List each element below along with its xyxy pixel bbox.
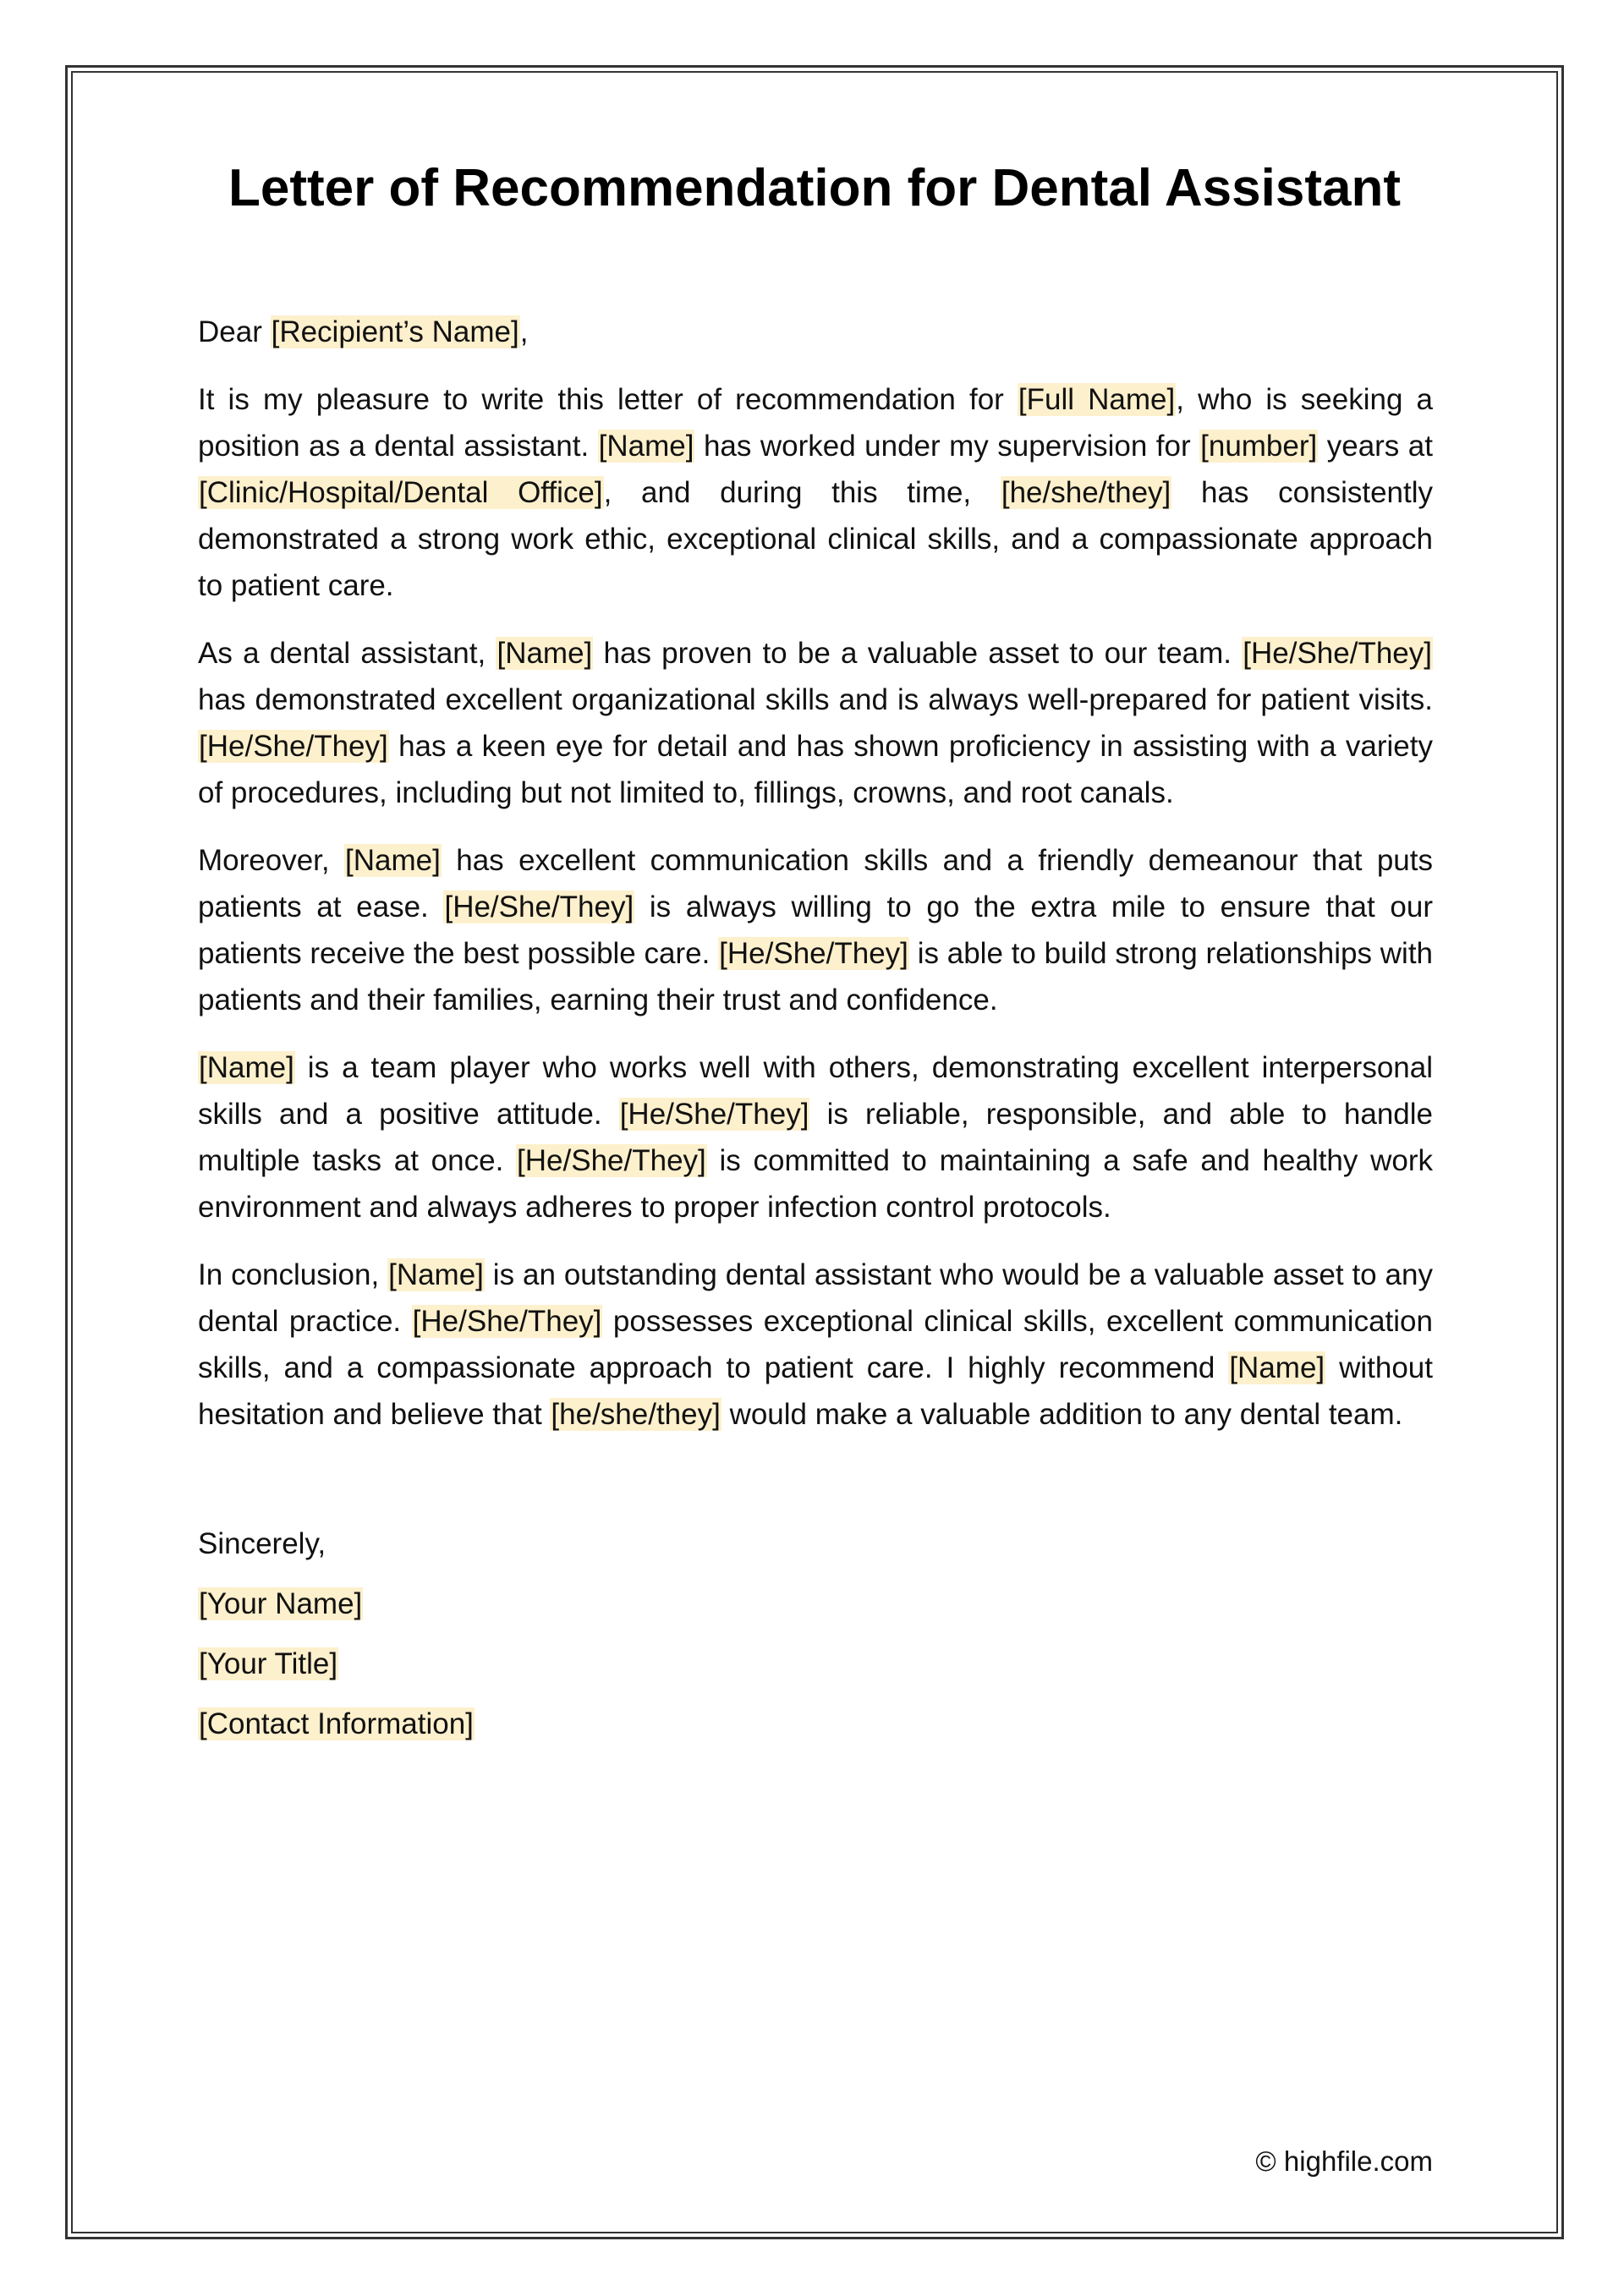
sign-off: Sincerely, bbox=[198, 1527, 326, 1560]
pronoun-placeholder: [He/She/They] bbox=[619, 1098, 809, 1131]
clinic-placeholder: [Clinic/Hospital/Dental Office] bbox=[199, 476, 603, 509]
copyright-notice: © highfile.com bbox=[1255, 2145, 1433, 2177]
name-placeholder: [Name] bbox=[345, 844, 441, 877]
contact-info-placeholder: [Contact Information] bbox=[199, 1707, 474, 1740]
letter-title: Letter of Recommendation for Dental Assistant bbox=[228, 159, 1401, 217]
your-name-placeholder: [Your Name] bbox=[199, 1587, 363, 1620]
recipient-placeholder: [Recipient’s Name] bbox=[271, 315, 519, 348]
pronoun-placeholder: [He/She/They] bbox=[412, 1305, 602, 1338]
name-placeholder: [Name] bbox=[1229, 1351, 1325, 1384]
letter-body bbox=[198, 309, 1433, 1459]
paragraph-5: In conclusion, [Name] is an outstanding dental assistant who would be a valuable asset to any dental practice. [He/She/They] possesses exceptional clinical skills, excellent communication skills, and a compassionate approach to patient care. I highly recommend [Name] without hesitation and believe that [he/she/they] would make a valuable addition to any dental team. bbox=[198, 1258, 1433, 1431]
your-title-placeholder: [Your Title] bbox=[199, 1647, 338, 1680]
pronoun-placeholder: [he/she/they] bbox=[1001, 476, 1171, 509]
name-placeholder: [Name] bbox=[199, 1051, 294, 1084]
salutation: Dear [Recipient’s Name], bbox=[198, 315, 529, 348]
paragraph-4: [Name] is a team player who works well with others, demonstrating excellent interpersonal skills and a positive attitude. [He/She/They] is reliable, responsible, and able to handle multiple tasks at once. [He/She/They] is committed to maintaining a safe and healthy work environment and always adheres to proper infection control protocols. bbox=[198, 1051, 1434, 1224]
paragraph-3: Moreover, [Name] has excellent communication skills and a friendly demeanour that puts patients at ease. [He/She/They] is always willing to go the extra mile to ensure that our patients receive the best possible care. [He/She/They] is able to build strong relationships with patients and their families, earning their trust and confidence. bbox=[198, 844, 1434, 1016]
pronoun-placeholder: [he/she/they] bbox=[551, 1398, 721, 1431]
closing-block bbox=[198, 1521, 475, 1761]
pronoun-placeholder: [He/She/They] bbox=[1243, 637, 1432, 670]
pronoun-placeholder: [He/She/They] bbox=[444, 890, 634, 923]
name-placeholder: [Name] bbox=[497, 637, 593, 670]
pronoun-placeholder: [He/She/They] bbox=[517, 1144, 706, 1177]
pronoun-placeholder: [He/She/They] bbox=[199, 730, 388, 763]
full-name-placeholder: [Full Name] bbox=[1018, 383, 1176, 416]
paragraph-1: It is my pleasure to write this letter of recommendation for [Full Name], who is seeking a position as a dental assistant. [Name] has worked under my supervision for [number] years at [Clinic/Hospital/Dental Office], and during this time, [he/she/they] has consistently demonstrated a strong work ethic, exceptional clinical skills, and a compassionate approach to patient care. bbox=[198, 383, 1433, 602]
name-placeholder: [Name] bbox=[598, 430, 694, 463]
pronoun-placeholder: [He/She/They] bbox=[719, 937, 908, 970]
number-placeholder: [number] bbox=[1200, 430, 1318, 463]
name-placeholder: [Name] bbox=[388, 1258, 484, 1291]
paragraph-2: As a dental assistant, [Name] has proven to be a valuable asset to our team. [He/She/They] has demonstrated excellent organizational skills and is always well-prepared for patient visits. [He/She/They] has a keen eye for detail and has shown proficiency in assisting with a variety of procedures, including but not limited to, fillings, crowns, and root canals. bbox=[198, 637, 1433, 809]
